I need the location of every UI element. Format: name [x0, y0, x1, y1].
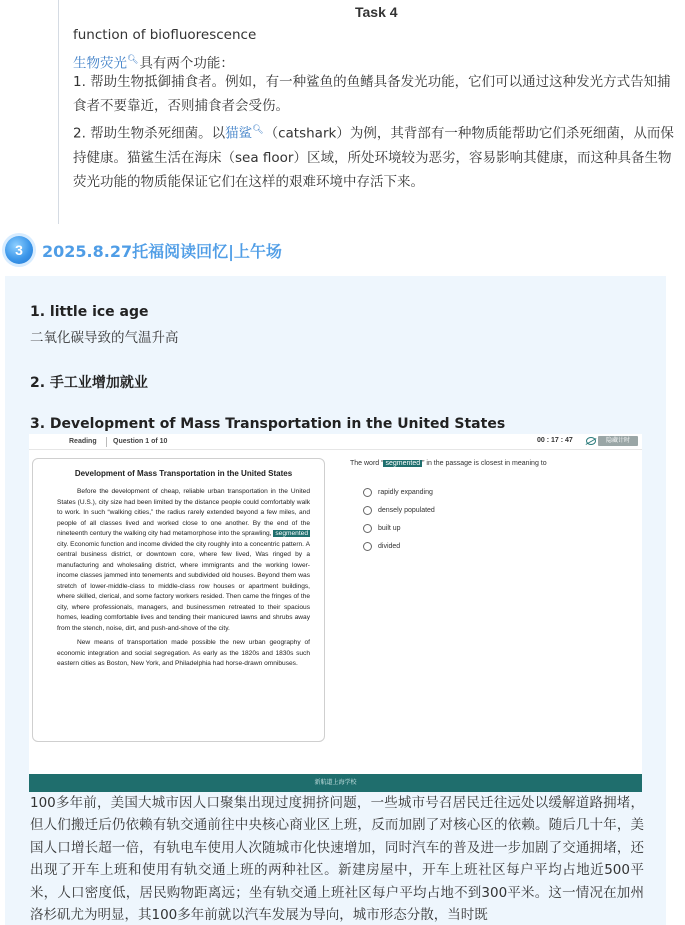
radio-icon[interactable]	[363, 506, 372, 515]
answer-option-label: divided	[378, 543, 401, 550]
task-point-2-start: 2. 帮助生物杀死细菌。以	[73, 125, 226, 142]
answer-option-label: rapidly expanding	[378, 489, 433, 496]
passage-paragraph-2: New means of transportation made possible the new urban geography of economic integration and social segregation. As early as the 1820s and 1830s such eastern cities as Boston, New York, and Philadelphia had horse-drawn omnibuses.	[57, 639, 310, 667]
catshark-link[interactable]: 猫鲨	[225, 125, 253, 142]
task-quote-block	[58, 0, 685, 224]
search-icon[interactable]: 🔍︎	[127, 55, 139, 65]
answer-option[interactable]	[363, 542, 400, 551]
section-number-badge: 3	[5, 236, 33, 264]
radio-icon[interactable]	[363, 524, 372, 533]
item-1-title: 1. little ice age	[30, 304, 149, 320]
eye-off-icon[interactable]	[586, 437, 596, 445]
task-point-1: 1. 帮助生物抵御捕食者。例如，有一种鲨鱼的鱼鳍具备发光功能，它们可以通过这种发光方式告知捕食者不要靠近，否则捕食者会受伤。	[73, 74, 671, 114]
question-text	[350, 460, 547, 467]
toolbar-divider	[106, 437, 107, 447]
question-counter: Question 1 of 10	[113, 438, 168, 445]
answer-option-label: built up	[378, 525, 401, 532]
answer-option[interactable]	[363, 488, 433, 497]
item-3-title: 3. Development of Mass Transportation in the United States	[30, 416, 506, 432]
radio-icon[interactable]	[363, 542, 372, 551]
answer-option[interactable]	[363, 506, 435, 515]
question-word: segmented	[385, 460, 421, 467]
exam-toolbar	[29, 434, 642, 450]
highlighted-word: segmented	[275, 530, 308, 537]
passage-paragraph-1	[57, 487, 310, 634]
item-1-subtitle: 二氧化碳导致的气温升高	[30, 330, 179, 346]
reading-label: Reading	[69, 438, 97, 445]
biofluorescence-link[interactable]: 生物荧光	[73, 55, 127, 72]
answer-option[interactable]	[363, 524, 401, 533]
radio-icon[interactable]	[363, 488, 372, 497]
task-title: Task 4	[355, 4, 398, 20]
task-point-2-rest: （catshark）为例，其背部有一种物质能帮助它们杀死细菌，从而保持健康。猫鲨生活在海床（sea floor）区域，所处环境较为恶劣，容易影响其健康，而这种具备生物荧光功能的物质能保证它们在这样的艰难环境中存活下来。	[73, 125, 674, 190]
task-subtitle: function of biofluorescence	[73, 27, 257, 43]
passage-p1-start: Before the development of cheap, reliable urban transportation in the United States (U.S.), city size had been limited by the distance people could comfortably walk to work. In such “walking cities,” the radius rarely extended beyond a few miles, and people of all classes lived and worked close to one another. By the end of the nineteenth century the walking city had metamorphose into the sprawling,	[57, 488, 310, 537]
answer-option-label: densely populated	[378, 507, 435, 514]
section-title: 2025.8.27托福阅读回忆|上午场	[42, 242, 282, 261]
screenshot-footer: 新航道上海学校	[29, 774, 642, 792]
hide-timer-button[interactable]: 隐藏计时	[598, 436, 638, 446]
question-start: The word “	[350, 460, 384, 467]
task-intro-rest: 具有两个功能：	[139, 55, 234, 72]
question-end: ” in the passage is closest in meaning to	[422, 460, 547, 467]
timer: 00 : 17 : 47	[537, 437, 573, 444]
exam-screenshot	[29, 434, 642, 792]
content-panel	[5, 276, 666, 925]
summary-paragraph: 100多年前，美国大城市因人口聚集出现过度拥挤问题，一些城市号召居民迁往远处以缓解道路拥堵，但人们搬迁后仍依赖有轨交通前往中央核心商业区上班，反而加剧了对核心区的依赖。随后几十年，美国人口增长超一倍，有轨电车使用人次随城市化快速增加，同时汽车的普及进一步加剧了交通拥堵，还出现了开车上班和使用有轨交通上班的两种社区。新建房屋中，开车上班社区每户平均占地近500平米，人口密度低，居民购物距离远；坐有轨交通上班社区每户平均占地不到300平米。这一情况在加州洛杉矶尤为明显，其100多年前就以汽车发展为导向，城市形态分散，当时既	[30, 795, 644, 924]
search-icon[interactable]: 🔍︎	[252, 125, 264, 135]
passage-p1-end: city. Economic function and income divided the city roughly into a concentric pattern. A central business district, or downtown core, where few lived, Was ringed by a manufacturing and wholesaling district, where immigrants and the working lower-income classes jammed into tenements and subdivided old houses. Beyond them was stretch of lower-middle-class to middle-class row houses or apartment buildings, where skilled, clerical, and some factory workers resided. Then came the fringes of the city, where professionals, managers, and businessmen retreated to their spacious homes, leading comfortable lives and tending their manicured lawns and shrubs away from the stench, noise, dirt, and push-and-shove of the city.	[57, 540, 310, 632]
task-point-2	[73, 118, 681, 194]
item-2-title: 2. 手工业增加就业	[30, 375, 148, 391]
passage-panel	[32, 458, 325, 742]
passage-title: Development of Mass Transportation in the United States	[74, 469, 293, 478]
